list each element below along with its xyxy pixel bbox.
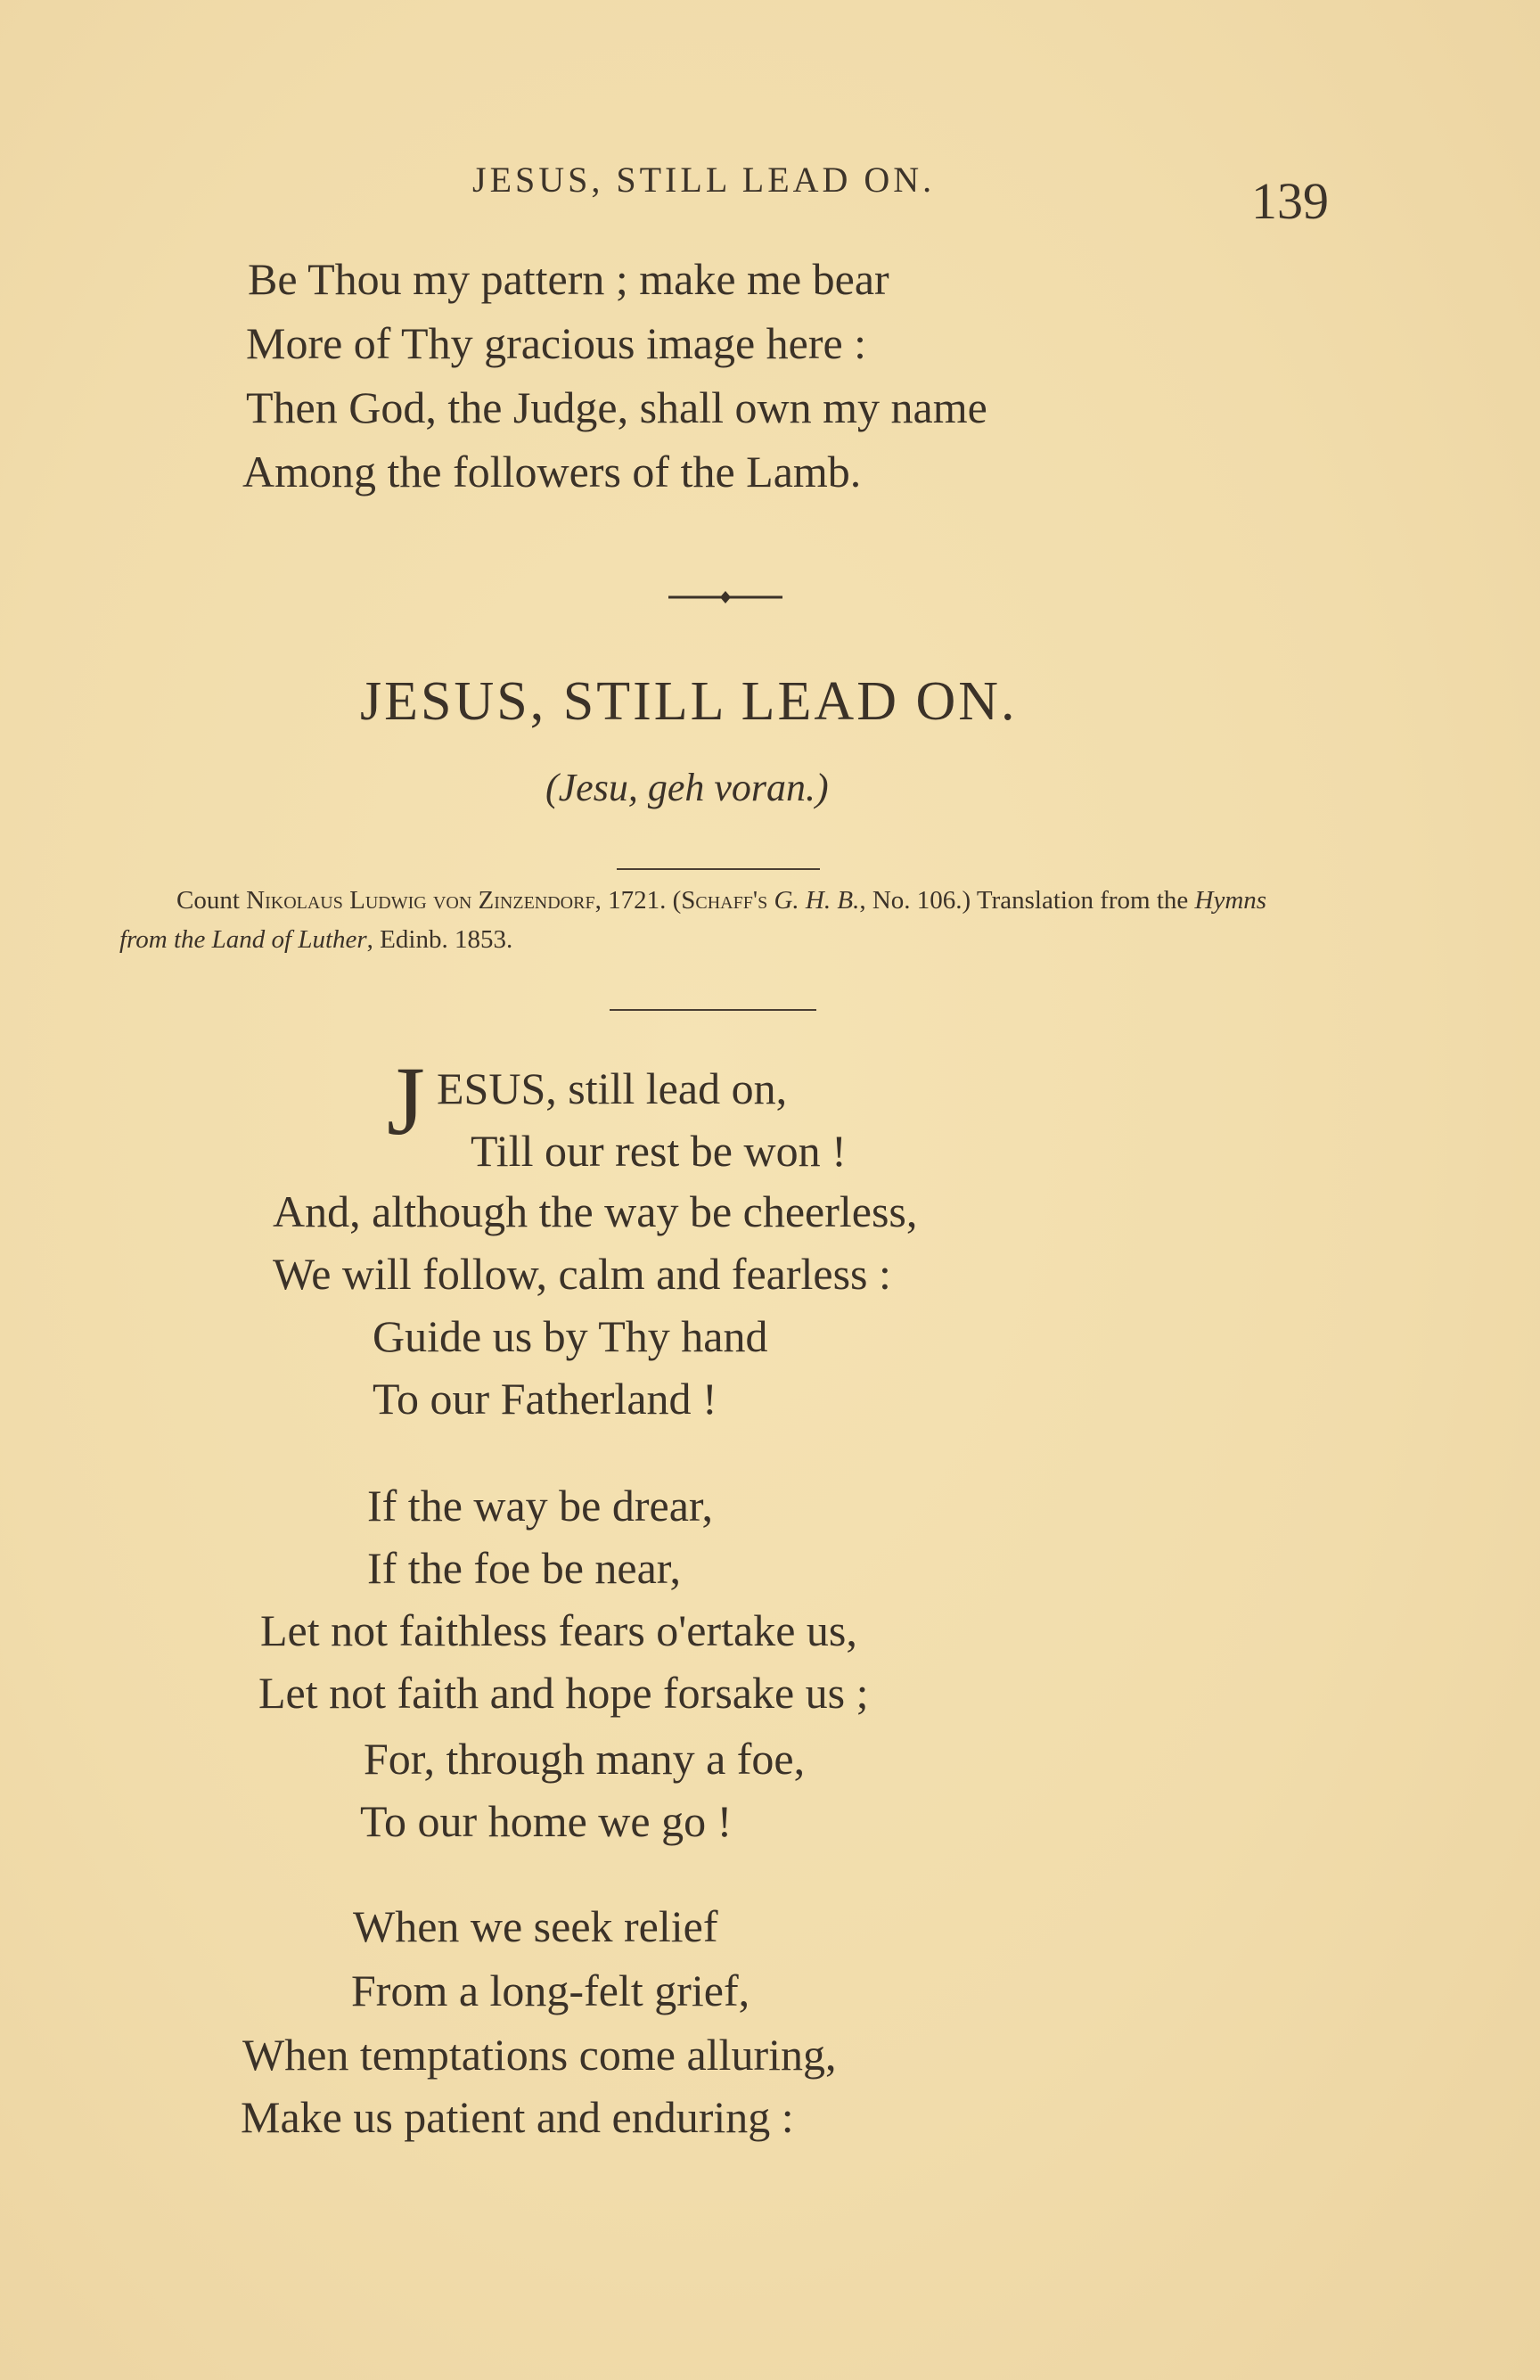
attribution-author: Nikolaus Ludwig von Zinzendorf bbox=[246, 886, 595, 915]
attribution-year: , 1721. ( bbox=[594, 886, 682, 915]
attribution-source-title: G. H. B. bbox=[767, 886, 860, 915]
stanza-line: Till our rest be won ! bbox=[471, 1126, 847, 1176]
upper-rule bbox=[617, 868, 820, 870]
lower-rule bbox=[610, 1009, 816, 1011]
previous-stanza-line: Among the followers of the Lamb. bbox=[242, 447, 862, 497]
hymn-title: JESUS, STILL LEAD ON. bbox=[360, 671, 1018, 732]
stanza-line: When we seek relief bbox=[353, 1901, 718, 1951]
attribution-book: Hymns from the Land of Luther bbox=[119, 886, 1267, 954]
stanza-line: We will follow, calm and fearless : bbox=[273, 1249, 891, 1299]
stanza-line: And, although the way be cheerless, bbox=[273, 1186, 918, 1236]
previous-stanza-line: Then God, the Judge, shall own my name bbox=[246, 382, 987, 432]
drop-cap: J bbox=[387, 1046, 425, 1155]
stanza-line: ESUS, still lead on, bbox=[437, 1063, 788, 1113]
stanza-line: From a long-felt grief, bbox=[351, 1966, 750, 2015]
stanza-line: For, through many a foe, bbox=[364, 1734, 806, 1784]
attribution-source-rest: , No. 106.) Translation from the bbox=[859, 886, 1195, 915]
divider-ornament-icon bbox=[667, 579, 784, 615]
stanza-line: Let not faithless fears o'ertake us, bbox=[260, 1605, 857, 1655]
hymn-attribution bbox=[119, 881, 1305, 959]
hymn-subtitle: (Jesu, geh voran.) bbox=[545, 766, 829, 809]
stanza-line: If the way be drear, bbox=[367, 1481, 714, 1531]
stanza-line: Make us patient and enduring : bbox=[241, 2092, 794, 2142]
page-number: 139 bbox=[1251, 172, 1329, 230]
stanza-line: To our home we go ! bbox=[360, 1796, 733, 1846]
stanza-line: Let not faith and hope forsake us ; bbox=[258, 1668, 869, 1718]
attribution-prefix: Count bbox=[176, 886, 247, 915]
stanza-line: When temptations come alluring, bbox=[242, 2030, 837, 2080]
stanza-line: To our Fatherland ! bbox=[373, 1374, 717, 1424]
attribution-tail: , Edinb. 1853. bbox=[366, 925, 513, 954]
previous-stanza-line: Be Thou my pattern ; make me bear bbox=[248, 254, 889, 304]
previous-stanza-line: More of Thy gracious image here : bbox=[246, 318, 867, 368]
attribution-source: Schaff's bbox=[681, 886, 768, 915]
stanza-line: Guide us by Thy hand bbox=[373, 1311, 768, 1361]
stanza-line: If the foe be near, bbox=[367, 1543, 681, 1593]
running-head: JESUS, STILL LEAD ON. bbox=[472, 160, 936, 200]
